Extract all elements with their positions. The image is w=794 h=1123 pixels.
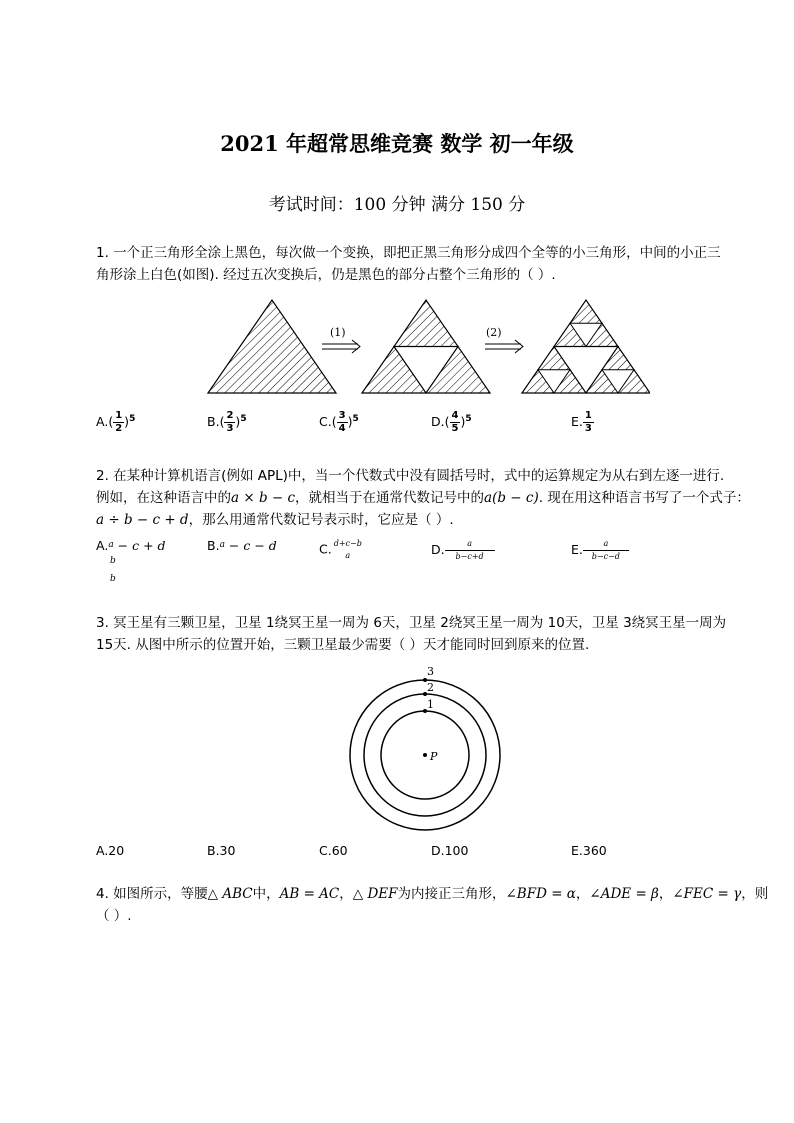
q2-option-d: D. $\frac{a}{b-c+d}$: [431, 538, 495, 563]
q2-option-e: E. $\frac{a}{b-c-d}$: [571, 538, 629, 563]
orbit-diagram: [340, 660, 510, 840]
exam-info: 考试时间：100 分钟 满分 150 分: [268, 195, 526, 215]
step-2-label: (2): [486, 326, 502, 339]
triangle-stage-1: [362, 300, 490, 393]
label-p: P: [430, 750, 438, 763]
question-2: [96, 465, 786, 531]
label-2: 2: [427, 681, 434, 694]
q3-line2: 15天. 从图中所示的位置开始，三颗卫星最少需要（ ）天才能同时回到原来的位置.: [96, 637, 590, 653]
q3-option-c: C.60: [319, 843, 348, 858]
question-4: [96, 883, 786, 927]
page-title: 2021 年超常思维竞赛 数学 初一年级: [220, 131, 574, 156]
q2-line1: 2. 在某种计算机语言(例如 APL)中，当一个代数式中没有圆括号时，式中的运算规定为从右到左逐一进行.: [96, 468, 725, 484]
q1-option-e: E. $\frac{1}{3}$: [571, 410, 592, 434]
q2-line3: a ÷ b − c + d，那么用通常代数记号表示时，它应是（ ）.: [96, 512, 454, 528]
triangle-stage-2: [522, 300, 650, 393]
sierpinski-figure: [200, 290, 650, 400]
q3-option-e: E.360: [571, 843, 607, 858]
q2-option-c: C. d+c−b a: [319, 539, 362, 560]
q3-option-d: D.100: [431, 843, 469, 858]
q1-options: [96, 410, 776, 444]
question-3: [96, 612, 786, 656]
q2-expr1: a × b − c: [231, 490, 296, 506]
q3-option-b: B.30: [207, 843, 236, 858]
label-1: 1: [427, 698, 434, 711]
triangle-stage-0: [208, 300, 336, 393]
q1-option-a: A.( $\frac{1}{2}$ )$^5$: [96, 410, 136, 434]
q3-option-a: A.20: [96, 843, 125, 858]
q3-line1: 3. 冥王星有三颗卫星，卫星 1绕冥王星一周为 6天，卫星 2绕冥王星一周为 10天，卫星 3绕冥王星一周为: [96, 615, 727, 631]
q1-option-b: B.( $\frac{2}{3}$ )$^5$: [207, 410, 247, 434]
pluto-center: [423, 753, 427, 757]
q2-option-a: A.$^a$ − c + d b b: [96, 538, 166, 584]
q2-option-b: B.$^a$ − c − d: [207, 538, 277, 553]
q4-line1: 4. 如图所示，等腰△ ABC中，AB = AC，△ DEF为内接正三角形，∠BFD = α，∠ADE = β，∠FEC = γ，则: [96, 886, 769, 902]
q1-line2: 角形涂上白色(如图). 经过五次变换后，仍是黑色的部分占整个三角形的（ ）.: [96, 267, 556, 283]
arrow-icon: [485, 340, 523, 353]
q1-line1: 1. 一个正三角形全涂上黑色，每次做一个变换，即把正黑三角形分成四个全等的小三角形，中间的小正三: [96, 245, 721, 261]
q1-option-d: D.( $\frac{4}{5}$ )$^5$: [431, 410, 472, 434]
q2-line2: 例如，在这种语言中的a × b − c，就相当于在通常代数记号中的a(b − c). 现在用这种语言书写了一个式子：: [96, 490, 750, 506]
label-3: 3: [427, 665, 434, 678]
arrow-icon: [322, 340, 360, 353]
q2-expr2: a(b − c): [484, 490, 539, 506]
q4-line2: （ ）.: [96, 908, 132, 924]
question-1: [96, 242, 776, 286]
q1-option-c: C.( $\frac{3}{4}$ )$^5$: [319, 410, 359, 434]
q2-expr3: a ÷ b − c + d: [96, 512, 189, 528]
step-1-label: (1): [330, 326, 346, 339]
